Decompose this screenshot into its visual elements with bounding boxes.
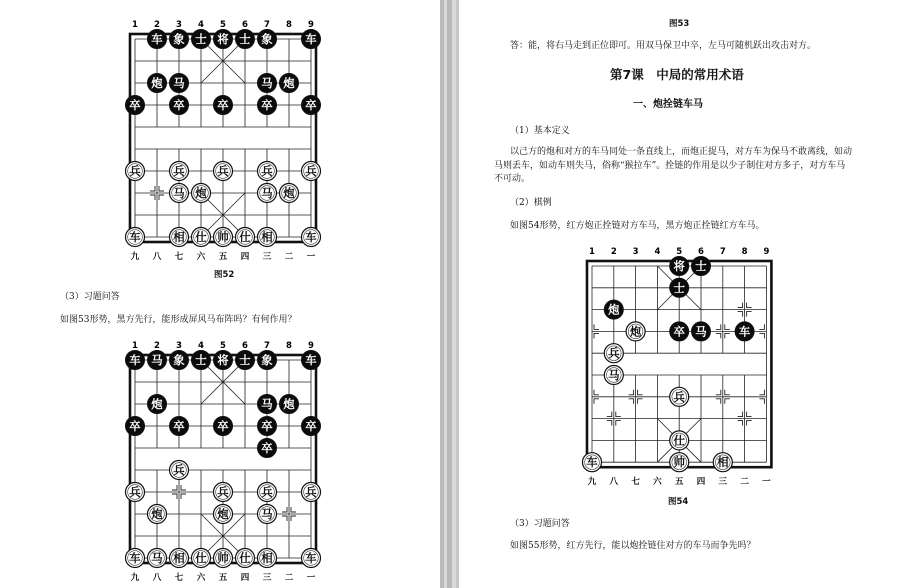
file-number-bottom: 七 <box>174 252 184 262</box>
file-number-top: 9 <box>763 247 770 257</box>
file-number-top: 8 <box>286 341 292 351</box>
position-marker <box>616 412 621 417</box>
scrollbar[interactable] <box>447 0 452 588</box>
piece-label: 将 <box>217 352 229 367</box>
file-number-top: 1 <box>132 341 138 351</box>
file-number-top: 5 <box>676 247 683 257</box>
piece-label: 车 <box>129 550 141 565</box>
piece-label: 马 <box>173 185 185 200</box>
section-title: 一、炮拴链车马 <box>633 99 703 110</box>
piece-label: 仕 <box>239 229 251 244</box>
piece-label: 兵 <box>217 163 229 178</box>
piece-label: 仕 <box>673 433 685 448</box>
question-53: 如图53形势，黑方先行，能形成屏风马布阵吗？有何作用？ <box>60 315 297 325</box>
position-marker <box>747 412 752 417</box>
piece-label: 将 <box>673 258 685 273</box>
file-number-top: 9 <box>308 20 314 30</box>
file-number-bottom: 八 <box>609 477 619 488</box>
file-number-top: 6 <box>242 20 248 30</box>
piece-label: 卒 <box>305 97 317 112</box>
xiangqi-board-52 <box>118 6 334 264</box>
file-number-top: 2 <box>154 20 160 30</box>
file-number-bottom: 二 <box>740 477 749 488</box>
piece-label: 士 <box>673 280 685 295</box>
piece-label: 士 <box>239 31 251 46</box>
file-number-bottom: 四 <box>240 252 250 262</box>
piece-label: 马 <box>608 367 620 382</box>
piece-label: 兵 <box>608 346 620 361</box>
position-marker <box>638 399 643 404</box>
piece-label: 车 <box>151 31 163 46</box>
piece-label: 兵 <box>217 484 229 499</box>
file-number-bottom: 二 <box>284 573 294 583</box>
piece-label: 马 <box>261 75 273 90</box>
position-marker <box>716 333 721 338</box>
piece-label: 车 <box>586 455 598 470</box>
example-label: （2）棋例 <box>510 198 552 208</box>
piece-label: 相 <box>173 550 185 565</box>
file-number-top: 2 <box>154 341 160 351</box>
piece-label: 象 <box>261 31 273 46</box>
position-marker <box>747 303 752 308</box>
position-marker <box>638 390 643 395</box>
piece-label: 象 <box>173 352 185 367</box>
piece-label: 车 <box>305 352 317 367</box>
position-marker <box>738 421 743 426</box>
piece-label: 卒 <box>217 97 229 112</box>
left-page <box>0 0 440 588</box>
piece-label: 马 <box>151 550 163 565</box>
piece-label: 士 <box>195 31 207 46</box>
piece-label: 兵 <box>173 163 185 178</box>
position-marker <box>738 312 743 317</box>
piece-label: 相 <box>261 229 273 244</box>
piece-label: 士 <box>695 258 707 273</box>
answer-text: 答：能，将右马走到正位即可。用双马保卫中卒，左马可随机跃出攻击对方。 <box>510 41 817 51</box>
piece-label: 马 <box>695 324 707 339</box>
piece-label: 象 <box>173 31 185 46</box>
position-marker <box>759 390 764 395</box>
figure-52-caption: 图52 <box>214 270 235 280</box>
position-marker <box>759 333 764 338</box>
piece-label: 车 <box>305 31 317 46</box>
piece-label: 帅 <box>673 455 685 470</box>
position-marker <box>282 507 287 512</box>
piece-label: 炮 <box>283 185 295 200</box>
piece-label: 兵 <box>129 484 141 499</box>
position-marker <box>725 399 730 404</box>
example-text: 如图54形势，红方炮正拴链对方车马，黑方炮正拴链红方车马。 <box>510 221 765 231</box>
piece-label: 车 <box>305 229 317 244</box>
file-number-top: 8 <box>286 20 292 30</box>
piece-label: 仕 <box>195 229 207 244</box>
piece-label: 车 <box>738 324 751 339</box>
piece-label: 兵 <box>261 484 273 499</box>
file-number-bottom: 五 <box>674 477 684 488</box>
piece-label: 将 <box>217 31 229 46</box>
piece-label: 兵 <box>129 163 141 178</box>
position-marker <box>716 399 721 404</box>
exercise-label: （3）习题问答 <box>510 519 570 529</box>
piece-label: 兵 <box>173 462 185 477</box>
file-number-bottom: 九 <box>130 252 140 262</box>
piece-label: 卒 <box>673 324 685 339</box>
piece-label: 车 <box>305 550 317 565</box>
file-number-bottom: 六 <box>196 252 206 262</box>
definition-label: （1）基本定义 <box>510 126 570 136</box>
position-marker <box>738 303 743 308</box>
file-number-top: 9 <box>308 341 314 351</box>
piece-label: 士 <box>195 352 207 367</box>
file-number-top: 7 <box>264 20 270 30</box>
figure-54-caption: 图54 <box>668 497 689 507</box>
file-number-bottom: 五 <box>218 573 228 583</box>
file-number-top: 4 <box>654 247 661 257</box>
position-marker <box>759 399 764 404</box>
file-number-bottom: 一 <box>306 573 316 583</box>
piece-label: 卒 <box>261 440 273 455</box>
piece-label: 马 <box>151 352 163 367</box>
file-number-bottom: 一 <box>306 252 316 262</box>
definition-text: 以己方的炮和对方的车马同处一条直线上，而炮正捉马，对方车为保马不敢离线，如动马则丢车，如动车则失马，俗称“猴拉车”。拴链的作用是以少子制住对方多子，对方车马不可动。 <box>494 147 853 184</box>
position-marker <box>150 186 155 191</box>
file-number-top: 6 <box>242 341 248 351</box>
piece-label: 炮 <box>151 506 163 521</box>
position-marker <box>725 324 730 329</box>
piece-label: 相 <box>173 229 185 244</box>
position-marker <box>629 390 634 395</box>
question-55: 如图55形势，红方先行，能以炮拴链住对方的车马而争先吗？ <box>510 541 756 551</box>
piece-label: 炮 <box>283 75 295 90</box>
position-marker <box>172 494 177 499</box>
position-marker <box>150 195 155 200</box>
position-marker <box>181 494 186 499</box>
file-number-top: 3 <box>632 247 639 257</box>
right-page <box>459 0 900 588</box>
file-number-top: 7 <box>719 247 726 257</box>
piece-label: 炮 <box>608 302 620 317</box>
xiangqi-board-53 <box>118 329 334 588</box>
file-number-top: 4 <box>198 20 204 30</box>
position-marker <box>616 421 621 426</box>
file-number-top: 8 <box>741 247 748 257</box>
position-marker <box>594 399 599 404</box>
file-number-bottom: 八 <box>152 573 162 583</box>
piece-label: 马 <box>173 75 185 90</box>
piece-label: 卒 <box>129 418 141 433</box>
piece-label: 炮 <box>151 396 163 411</box>
position-marker <box>725 390 730 395</box>
position-marker <box>747 312 752 317</box>
position-marker <box>282 516 287 521</box>
figure-53-caption: 图53 <box>669 19 690 29</box>
file-number-bottom: 一 <box>762 477 771 488</box>
file-number-bottom: 三 <box>262 252 272 262</box>
file-number-top: 1 <box>132 20 138 30</box>
piece-label: 仕 <box>239 550 251 565</box>
piece-label: 卒 <box>305 418 317 433</box>
piece-label: 卒 <box>173 418 185 433</box>
piece-label: 士 <box>239 352 251 367</box>
file-number-top: 3 <box>176 341 182 351</box>
file-number-top: 6 <box>698 247 704 257</box>
xiangqi-board-54 <box>577 235 777 491</box>
file-number-top: 3 <box>176 20 182 30</box>
piece-label: 车 <box>129 352 141 367</box>
file-number-bottom: 五 <box>218 252 228 262</box>
file-number-bottom: 二 <box>284 252 294 262</box>
piece-label: 炮 <box>217 506 229 521</box>
file-number-bottom: 四 <box>696 477 706 488</box>
file-number-top: 7 <box>264 341 270 351</box>
piece-label: 相 <box>717 455 729 470</box>
position-marker <box>738 412 743 417</box>
file-number-bottom: 七 <box>631 477 640 488</box>
file-number-bottom: 三 <box>262 573 272 583</box>
piece-label: 兵 <box>261 163 273 178</box>
file-number-bottom: 四 <box>240 573 250 583</box>
position-marker <box>594 390 599 395</box>
piece-label: 兵 <box>673 389 685 404</box>
position-marker <box>594 324 599 329</box>
piece-label: 卒 <box>261 97 273 112</box>
position-marker <box>594 333 599 338</box>
file-number-bottom: 六 <box>196 573 206 583</box>
piece-label: 马 <box>261 506 273 521</box>
position-marker <box>716 324 721 329</box>
position-marker <box>181 485 186 490</box>
piece-label: 炮 <box>283 396 295 411</box>
piece-label: 马 <box>261 396 273 411</box>
position-marker <box>607 421 612 426</box>
piece-label: 卒 <box>261 418 273 433</box>
piece-label: 炮 <box>151 75 163 90</box>
piece-label: 炮 <box>195 185 207 200</box>
file-number-top: 5 <box>220 20 226 30</box>
piece-label: 象 <box>261 352 273 367</box>
file-number-bottom: 九 <box>130 573 140 583</box>
file-number-top: 2 <box>610 247 617 257</box>
piece-label: 仕 <box>195 550 207 565</box>
piece-label: 兵 <box>305 163 317 178</box>
piece-label: 车 <box>129 229 141 244</box>
piece-label: 马 <box>261 185 273 200</box>
exercise-section-label: （3）习题问答 <box>60 292 120 302</box>
lesson-title: 第7课 中局的常用术语 <box>610 67 744 82</box>
file-number-bottom: 六 <box>653 477 662 488</box>
piece-label: 帅 <box>217 550 229 565</box>
file-number-bottom: 三 <box>718 477 728 488</box>
file-number-bottom: 九 <box>587 477 597 488</box>
file-number-top: 4 <box>198 341 204 351</box>
file-number-bottom: 七 <box>174 573 184 583</box>
position-marker <box>759 324 764 329</box>
position-marker <box>725 333 730 338</box>
position-marker <box>607 412 612 417</box>
position-marker <box>159 186 164 191</box>
piece-label: 卒 <box>129 97 141 112</box>
position-marker <box>159 195 164 200</box>
position-marker <box>172 485 177 490</box>
position-marker <box>716 390 721 395</box>
position-marker <box>629 399 634 404</box>
file-number-top: 5 <box>220 341 226 351</box>
piece-label: 兵 <box>305 484 317 499</box>
position-marker <box>747 421 752 426</box>
piece-label: 卒 <box>173 97 185 112</box>
piece-label: 卒 <box>217 418 229 433</box>
position-marker <box>291 516 296 521</box>
piece-label: 炮 <box>629 324 642 339</box>
piece-label: 帅 <box>217 229 229 244</box>
piece-label: 相 <box>261 550 273 565</box>
file-number-bottom: 八 <box>152 252 162 262</box>
position-marker <box>291 507 296 512</box>
file-number-top: 1 <box>589 247 595 257</box>
